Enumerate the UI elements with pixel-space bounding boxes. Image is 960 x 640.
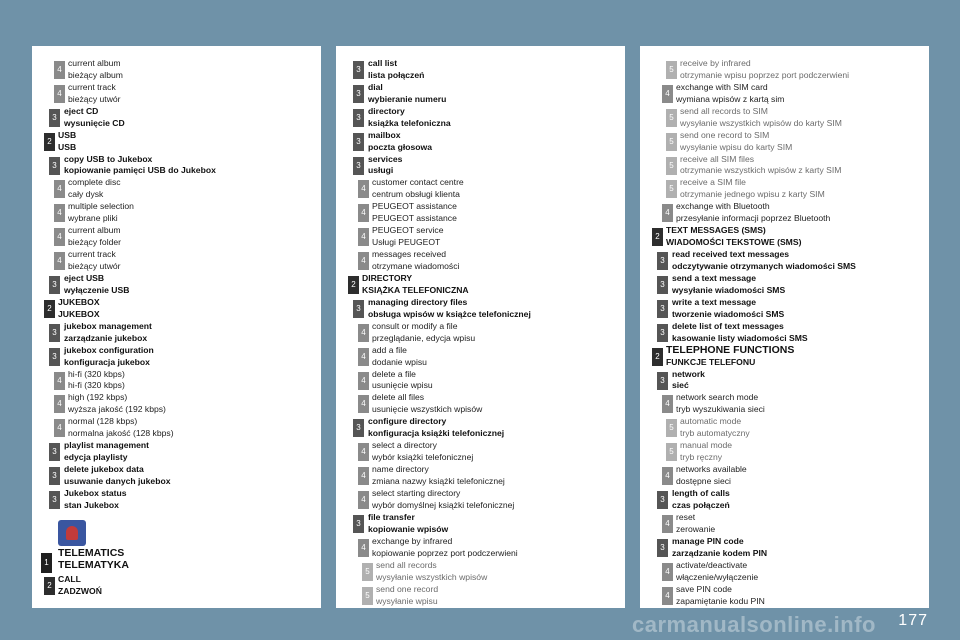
menu-item-translation: zarządzanie kodem PIN — [672, 547, 768, 558]
menu-item — [32, 297, 321, 321]
menu-item — [640, 58, 929, 82]
menu-item-translation: wysyłanie wszystkich wpisów — [376, 571, 488, 582]
menu-item — [32, 345, 321, 369]
menu-item — [336, 249, 625, 273]
menu-item-translation: wyłączenie USB — [64, 284, 130, 295]
menu-item-label: length of calls — [672, 488, 730, 499]
level-badge: 4 — [54, 85, 65, 103]
menu-item — [640, 369, 929, 393]
menu-item-translation: kopiowanie poprzez port podczerwieni — [372, 547, 518, 558]
menu-item-label: CALL — [58, 574, 81, 584]
level-badge: 3 — [657, 276, 668, 294]
level-badge: 2 — [44, 133, 55, 151]
level-badge: 4 — [54, 228, 65, 246]
level-badge: 4 — [662, 467, 673, 485]
menu-item — [336, 345, 625, 369]
menu-item-label: exchange with Bluetooth — [676, 201, 770, 212]
menu-item — [640, 321, 929, 345]
menu-item-label: configure directory — [368, 416, 447, 427]
menu-item — [32, 488, 321, 512]
menu-item-translation: zmiana nazwy książki telefonicznej — [372, 476, 505, 487]
menu-item — [32, 106, 321, 130]
menu-item — [32, 130, 321, 154]
menu-item — [640, 249, 929, 273]
menu-item-translation: kopiowanie wpisów — [368, 523, 449, 534]
level-badge: 3 — [49, 348, 60, 366]
menu-item-label: current album — [68, 58, 121, 68]
menu-item-translation: stan Jukebox — [64, 499, 119, 510]
menu-item-label: exchange by infrared — [372, 535, 453, 546]
level-badge: 5 — [666, 61, 677, 79]
menu-item-translation: USB — [58, 141, 77, 152]
menu-item-label: receive all SIM files — [680, 153, 755, 164]
menu-item — [32, 416, 321, 440]
level-badge: 3 — [49, 491, 60, 509]
level-badge: 3 — [353, 133, 364, 151]
menu-item-translation: książka telefoniczna — [368, 117, 451, 128]
menu-item-label: messages received — [372, 249, 447, 260]
level-badge: 2 — [652, 348, 663, 366]
menu-item-translation: obsługa wpisów w książce telefonicznej — [368, 308, 531, 319]
menu-item-label: call list — [368, 58, 398, 68]
menu-item-translation: wysyłanie wszystkich wpisów do karty SIM — [680, 117, 842, 128]
menu-item-translation: otrzymanie jednego wpisu z karty SIM — [680, 189, 825, 200]
menu-item-translation: zerowanie — [676, 523, 716, 534]
menu-item-translation: usunięcie wszystkich wpisów — [372, 404, 483, 415]
level-badge: 3 — [49, 467, 60, 485]
menu-item-translation: cały dysk — [68, 189, 104, 200]
level-badge: 4 — [358, 324, 369, 342]
menu-item-translation: otrzymanie wpisu poprzez port podczerwieni — [680, 69, 850, 80]
level-badge: 4 — [358, 348, 369, 366]
level-badge: 4 — [662, 515, 673, 533]
menu-item-translation: przesyłanie informacji poprzez Bluetooth — [676, 213, 831, 224]
menu-item-label: TELEMATICS — [58, 547, 125, 559]
menu-item — [640, 440, 929, 464]
menu-item — [336, 177, 625, 201]
menu-item-translation: usuwanie danych jukebox — [64, 476, 171, 487]
menu-item — [336, 106, 625, 130]
telematics-icon — [58, 520, 86, 546]
menu-item-label: send all records to SIM — [680, 105, 768, 116]
level-badge: 4 — [662, 204, 673, 222]
menu-item — [640, 584, 929, 608]
menu-item-label: current track — [68, 249, 116, 260]
menu-item-translation: lista połączeń — [368, 69, 425, 80]
level-badge: 4 — [358, 204, 369, 222]
menu-column-1 — [32, 46, 321, 608]
menu-item-label: reset — [676, 511, 696, 522]
level-badge: 5 — [362, 587, 373, 605]
level-badge: 4 — [358, 252, 369, 270]
menu-item-label: USB — [58, 129, 77, 140]
level-badge: 3 — [353, 109, 364, 127]
menu-item — [640, 106, 929, 130]
menu-item-label: exchange with SIM card — [676, 81, 768, 92]
menu-item — [336, 130, 625, 154]
menu-item-label: send one record to SIM — [680, 129, 770, 140]
menu-item — [32, 392, 321, 416]
level-badge: 2 — [652, 228, 663, 246]
level-badge: 1 — [41, 553, 52, 573]
menu-item-label: PEUGEOT assistance — [372, 201, 457, 212]
menu-item-label: networks available — [676, 464, 747, 475]
menu-item-label: multiple selection — [68, 201, 134, 212]
menu-item-translation: wyższa jakość (192 kbps) — [68, 404, 166, 415]
menu-item-label: managing directory files — [368, 296, 468, 307]
menu-item — [336, 416, 625, 440]
menu-item-label: send a text message — [672, 273, 757, 284]
menu-item-translation: JUKEBOX — [58, 308, 100, 319]
menu-item-translation: Usługi PEUGEOT — [372, 237, 441, 248]
menu-item-label: select a directory — [372, 440, 437, 451]
menu-item-translation: czas połączeń — [672, 499, 730, 510]
menu-item-translation: bieżący utwór — [68, 93, 121, 104]
level-badge: 5 — [666, 133, 677, 151]
menu-item-translation: tryb automatyczny — [680, 428, 750, 439]
menu-item-translation: centrum obsługi klienta — [372, 189, 460, 200]
menu-item-label: current album — [68, 225, 121, 236]
menu-item — [640, 225, 929, 249]
menu-item — [32, 82, 321, 106]
menu-item — [640, 345, 929, 369]
level-badge: 4 — [662, 85, 673, 103]
menu-item-translation: FUNKCJE TELEFONU — [666, 356, 756, 367]
menu-item — [336, 82, 625, 106]
menu-item — [32, 249, 321, 273]
menu-item-translation: wymiana wpisów z kartą sim — [676, 93, 785, 104]
level-badge: 4 — [54, 61, 65, 79]
menu-item-label: manage PIN code — [672, 535, 744, 546]
menu-item-translation: kasowanie listy wiadomości SMS — [672, 332, 808, 343]
menu-item-label: TELEPHONE FUNCTIONS — [666, 343, 795, 356]
level-badge: 5 — [666, 180, 677, 198]
menu-item-label: PEUGEOT service — [372, 225, 444, 236]
level-badge: 3 — [353, 157, 364, 175]
menu-item — [336, 464, 625, 488]
menu-item-telematics — [32, 548, 321, 574]
menu-item-translation: usługi — [368, 165, 394, 176]
menu-item — [336, 369, 625, 393]
menu-item — [640, 536, 929, 560]
level-badge: 2 — [44, 300, 55, 318]
menu-item — [336, 512, 625, 536]
menu-item-label: save PIN code — [676, 583, 732, 594]
menu-item-label: delete jukebox data — [64, 464, 144, 475]
menu-item-translation: edycja playlisty — [64, 452, 128, 463]
menu-item-label: automatic mode — [680, 416, 742, 427]
menu-item-label: jukebox configuration — [64, 344, 154, 355]
menu-item-translation: tworzenie wiadomości SMS — [672, 308, 785, 319]
menu-item-translation: KSIĄŻKA TELEFONICZNA — [362, 284, 469, 295]
menu-item-label: customer contact centre — [372, 177, 464, 188]
menu-item-translation: TELEMATYKA — [58, 558, 129, 571]
level-badge: 5 — [666, 157, 677, 175]
level-badge: 3 — [657, 539, 668, 557]
menu-item-translation: przeglądanie, edycja wpisu — [372, 332, 476, 343]
menu-item-translation: włączenie/wyłączenie — [676, 571, 759, 582]
menu-item-label: eject CD — [64, 105, 99, 116]
menu-item-label: directory — [368, 105, 405, 116]
menu-item — [32, 154, 321, 178]
menu-item — [336, 536, 625, 560]
menu-column-2 — [336, 46, 625, 608]
level-badge: 4 — [358, 491, 369, 509]
menu-item-translation: wybieranie numeru — [368, 93, 447, 104]
menu-item-translation: hi-fi (320 kbps) — [68, 380, 125, 391]
menu-item — [336, 58, 625, 82]
menu-item-call — [32, 574, 321, 598]
level-badge: 4 — [54, 180, 65, 198]
menu-item-translation: tryb ręczny — [680, 452, 723, 463]
menu-list — [640, 58, 929, 607]
menu-item-label: eject USB — [64, 273, 105, 284]
menu-item — [640, 416, 929, 440]
menu-item-label: copy USB to Jukebox — [64, 153, 153, 164]
level-badge: 4 — [54, 419, 65, 437]
level-badge: 3 — [49, 443, 60, 461]
menu-item-translation: wysyłanie wpisu — [376, 595, 438, 606]
level-badge: 3 — [49, 276, 60, 294]
menu-item — [32, 58, 321, 82]
menu-item-translation: tryb wyszukiwania sieci — [676, 404, 765, 415]
menu-item — [336, 584, 625, 608]
menu-item-translation: otrzymane wiadomości — [372, 261, 460, 272]
page-number: 177 — [898, 612, 928, 629]
menu-item-translation: bieżący folder — [68, 237, 122, 248]
menu-item-label: name directory — [372, 464, 429, 475]
menu-item-translation: wybór domyślnej książki telefonicznej — [372, 499, 515, 510]
menu-list — [336, 58, 625, 607]
level-badge: 3 — [353, 61, 364, 79]
menu-item-translation: wysunięcie CD — [64, 117, 125, 128]
menu-item-translation: otrzymanie wszystkich wpisów z karty SIM — [680, 165, 842, 176]
level-badge: 5 — [362, 563, 373, 581]
menu-item — [32, 201, 321, 225]
menu-item — [336, 297, 625, 321]
menu-item-label: receive by infrared — [680, 58, 751, 68]
level-badge: 3 — [657, 324, 668, 342]
level-badge: 4 — [54, 204, 65, 222]
watermark: carmanualsonline.info — [632, 612, 876, 637]
level-badge: 3 — [353, 85, 364, 103]
menu-item-label: delete list of text messages — [672, 320, 784, 331]
menu-item-translation: wybór książki telefonicznej — [372, 452, 474, 463]
level-badge: 3 — [353, 419, 364, 437]
menu-item-translation: dostępne sieci — [676, 476, 731, 487]
menu-item-label: consult or modify a file — [372, 320, 458, 331]
level-badge: 3 — [49, 324, 60, 342]
level-badge: 4 — [662, 563, 673, 581]
menu-item-label: select starting directory — [372, 488, 461, 499]
level-badge: 3 — [657, 372, 668, 390]
menu-item — [640, 177, 929, 201]
menu-item-label: high (192 kbps) — [68, 392, 128, 403]
menu-item-label: normal (128 kbps) — [68, 416, 138, 427]
menu-item-label: complete disc — [68, 177, 121, 188]
menu-item — [640, 82, 929, 106]
menu-item-label: receive a SIM file — [680, 177, 746, 188]
level-badge: 4 — [358, 467, 369, 485]
menu-item-label: network — [672, 368, 705, 379]
menu-item-label: JUKEBOX — [58, 296, 100, 307]
level-badge: 3 — [657, 300, 668, 318]
level-badge: 5 — [666, 443, 677, 461]
menu-item-translation: PEUGEOT assistance — [372, 213, 457, 224]
menu-item — [336, 488, 625, 512]
level-badge: 3 — [657, 491, 668, 509]
menu-item — [640, 154, 929, 178]
menu-item-translation: zarządzanie jukebox — [64, 332, 148, 343]
menu-item — [336, 392, 625, 416]
menu-item-label: add a file — [372, 344, 407, 355]
menu-item-label: jukebox management — [64, 320, 152, 331]
menu-item-label: current track — [68, 81, 116, 92]
menu-item-translation: konfiguracja jukebox — [64, 356, 150, 367]
menu-item-label: playlist management — [64, 440, 150, 451]
level-badge: 3 — [49, 157, 60, 175]
menu-item — [32, 177, 321, 201]
menu-item-translation: usunięcie wpisu — [372, 380, 433, 391]
level-badge: 4 — [662, 395, 673, 413]
level-badge: 4 — [358, 180, 369, 198]
level-badge: 4 — [358, 443, 369, 461]
menu-item — [640, 512, 929, 536]
menu-item — [32, 321, 321, 345]
level-badge: 2 — [44, 577, 55, 595]
level-badge: 4 — [358, 228, 369, 246]
menu-item — [336, 273, 625, 297]
level-badge: 4 — [358, 539, 369, 557]
menu-item — [336, 225, 625, 249]
level-badge: 4 — [358, 372, 369, 390]
menu-item — [32, 273, 321, 297]
menu-item-label: file transfer — [368, 511, 415, 522]
menu-item-label: services — [368, 153, 403, 164]
menu-column-3 — [640, 46, 929, 608]
menu-item-translation: WIADOMOŚCI TEKSTOWE (SMS) — [666, 237, 802, 248]
level-badge: 5 — [666, 419, 677, 437]
level-badge: 4 — [54, 372, 65, 390]
menu-item-translation: odczytywanie otrzymanych wiadomości SMS — [672, 261, 856, 272]
menu-item-label: network search mode — [676, 392, 759, 403]
menu-item — [32, 225, 321, 249]
level-badge: 2 — [348, 276, 359, 294]
menu-item — [336, 440, 625, 464]
level-badge: 4 — [358, 395, 369, 413]
menu-item-translation: bieżący utwór — [68, 261, 121, 272]
menu-item-label: delete all files — [372, 392, 425, 403]
level-badge: 4 — [662, 587, 673, 605]
menu-item-translation: konfiguracja książki telefonicznej — [368, 428, 505, 439]
menu-item — [640, 297, 929, 321]
menu-item-label: TEXT MESSAGES (SMS) — [666, 225, 766, 236]
level-badge: 3 — [353, 300, 364, 318]
menu-item-translation: poczta głosowa — [368, 141, 432, 152]
menu-list — [32, 58, 321, 512]
menu-item-label: dial — [368, 81, 383, 92]
menu-item-label: send all records — [376, 559, 437, 570]
menu-item — [640, 130, 929, 154]
menu-item-translation: wysyłanie wpisu do karty SIM — [680, 141, 793, 152]
menu-item-translation: ZADZWOŃ — [58, 585, 102, 596]
menu-item-translation: sieć — [672, 380, 689, 391]
menu-item-translation: dodanie wpisu — [372, 356, 427, 367]
menu-item-translation: bieżący album — [68, 69, 123, 80]
level-badge: 3 — [657, 252, 668, 270]
menu-item — [336, 201, 625, 225]
menu-item — [640, 488, 929, 512]
menu-item-translation: normalna jakość (128 kbps) — [68, 428, 174, 439]
menu-item — [640, 392, 929, 416]
level-badge: 4 — [54, 395, 65, 413]
menu-item-label: mailbox — [368, 129, 401, 140]
menu-item-label: DIRECTORY — [362, 273, 413, 284]
level-badge: 3 — [49, 109, 60, 127]
menu-item — [640, 201, 929, 225]
menu-item — [336, 560, 625, 584]
menu-item-label: delete a file — [372, 368, 416, 379]
menu-item-translation: kopiowanie pamięci USB do Jukebox — [64, 165, 216, 176]
level-badge: 3 — [353, 515, 364, 533]
menu-item — [640, 273, 929, 297]
menu-item-label: send one record — [376, 583, 439, 594]
level-badge: 4 — [54, 252, 65, 270]
menu-item-label: Jukebox status — [64, 488, 127, 499]
menu-item — [640, 560, 929, 584]
menu-item — [32, 369, 321, 393]
menu-item — [640, 464, 929, 488]
menu-item-translation: zapamiętanie kodu PIN — [676, 595, 765, 606]
menu-item — [336, 321, 625, 345]
menu-item-translation: wybrane pliki — [68, 213, 118, 224]
level-badge: 5 — [666, 109, 677, 127]
menu-item-label: manual mode — [680, 440, 733, 451]
menu-item — [32, 440, 321, 464]
menu-item-label: hi-fi (320 kbps) — [68, 368, 125, 379]
menu-item-label: read received text messages — [672, 249, 790, 260]
menu-item-label: activate/deactivate — [676, 559, 748, 570]
menu-item — [32, 464, 321, 488]
menu-item — [336, 154, 625, 178]
menu-item-label: write a text message — [672, 296, 757, 307]
menu-item-translation: wysyłanie wiadomości SMS — [672, 284, 786, 295]
